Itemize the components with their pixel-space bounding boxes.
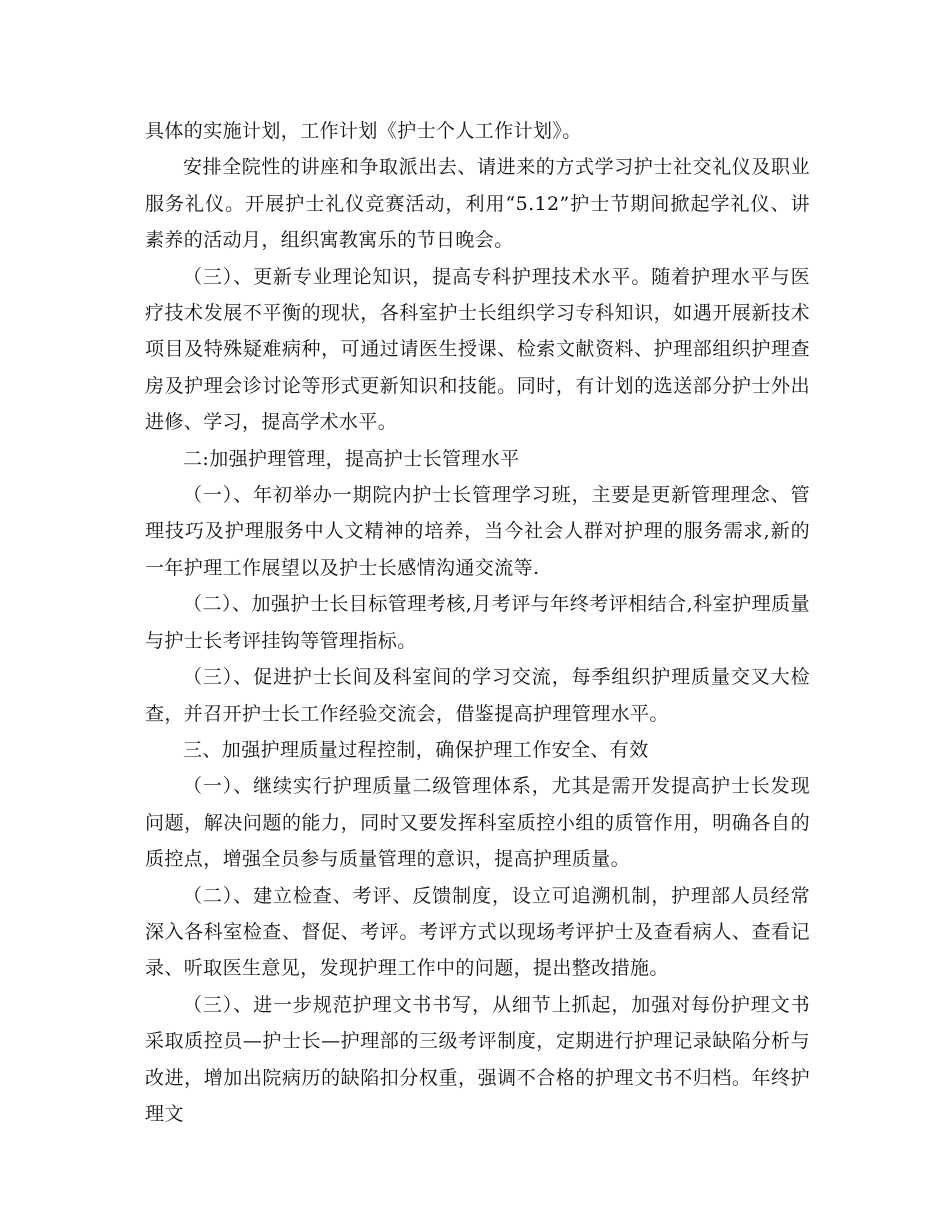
section-heading-quality-control: 三、加强护理质量过程控制，确保护理工作安全、有效 [183, 738, 649, 761]
paragraph-nursing-documents: （三）、进一步规范护理文书书写，从细节上抓起，加强对每份护理文书采取质控员—护士长—护理部的三级考评制度，定期进行护理记录缺陷分析与改进，增加出院病历的缺陷扣分权重，强调不合格的护理文书不归档。年终护理文 [145, 993, 810, 1125]
paragraph-etiquette-training: 安排全院性的讲座和争取派出去、请进来的方式学习护士社交礼仪及职业服务礼仪。开展护士礼仪竞赛活动，利用“5.12”护士节期间掀起学礼仪、讲素养的活动月，组织寓教寓乐的节日晚会。 [145, 156, 810, 252]
paragraph-inspection-feedback: （二）、建立检查、考评、反馈制度，设立可追溯机制，护理部人员经常深入各科室检查、督促、考评。考评方式以现场考评护士及查看病人、查看记录、听取医生意见，发现护理工作中的问题，提出整改措施。 [145, 884, 810, 980]
paragraph-implementation-plan: 具体的实施计划，工作计划《护士个人工作计划》。 [145, 120, 582, 142]
document-body [145, 113, 810, 1132]
paragraph-target-assessment: （二）、加强护士长目标管理考核,月考评与年终考评相结合,科室护理质量与护士长考评挂钩等管理指标。 [145, 593, 810, 652]
paragraph-head-nurse-training: （一）、年初举办一期院内护士长管理学习班，主要是更新管理理念、管理技巧及护理服务中人文精神的培养，当今社会人群对护理的服务需求,新的一年护理工作展望以及护士长感情沟通交流等. [145, 484, 810, 579]
section-heading-management: 二:加强护理管理，提高护士长管理水平 [183, 447, 520, 470]
paragraph-update-knowledge: （三）、更新专业理论知识，提高专科护理技术水平。随着护理水平与医疗技术发展不平衡的现状，各科室护士长组织学习专科知识，如遇开展新技术项目及特殊疑难病种，可通过请医生授课、检索文献资料、护理部组织护理查房及护理会诊讨论等形式更新知识和技能。同时，有计划的选送部分护士外出进修、学习，提高学术水平。 [145, 265, 810, 434]
paragraph-exchange: （三）、促进护士长间及科室间的学习交流，每季组织护理质量交叉大检查，并召开护士长工作经验交流会，借鉴提高护理管理水平。 [145, 666, 810, 725]
paragraph-two-level-system: （一）、继续实行护理质量二级管理体系，尤其是需开发提高护士长发现问题，解决问题的能力，同时又要发挥科室质控小组的质管作用，明确各自的质控点，增强全员参与质量管理的意识，提高护理质量。 [145, 775, 810, 871]
